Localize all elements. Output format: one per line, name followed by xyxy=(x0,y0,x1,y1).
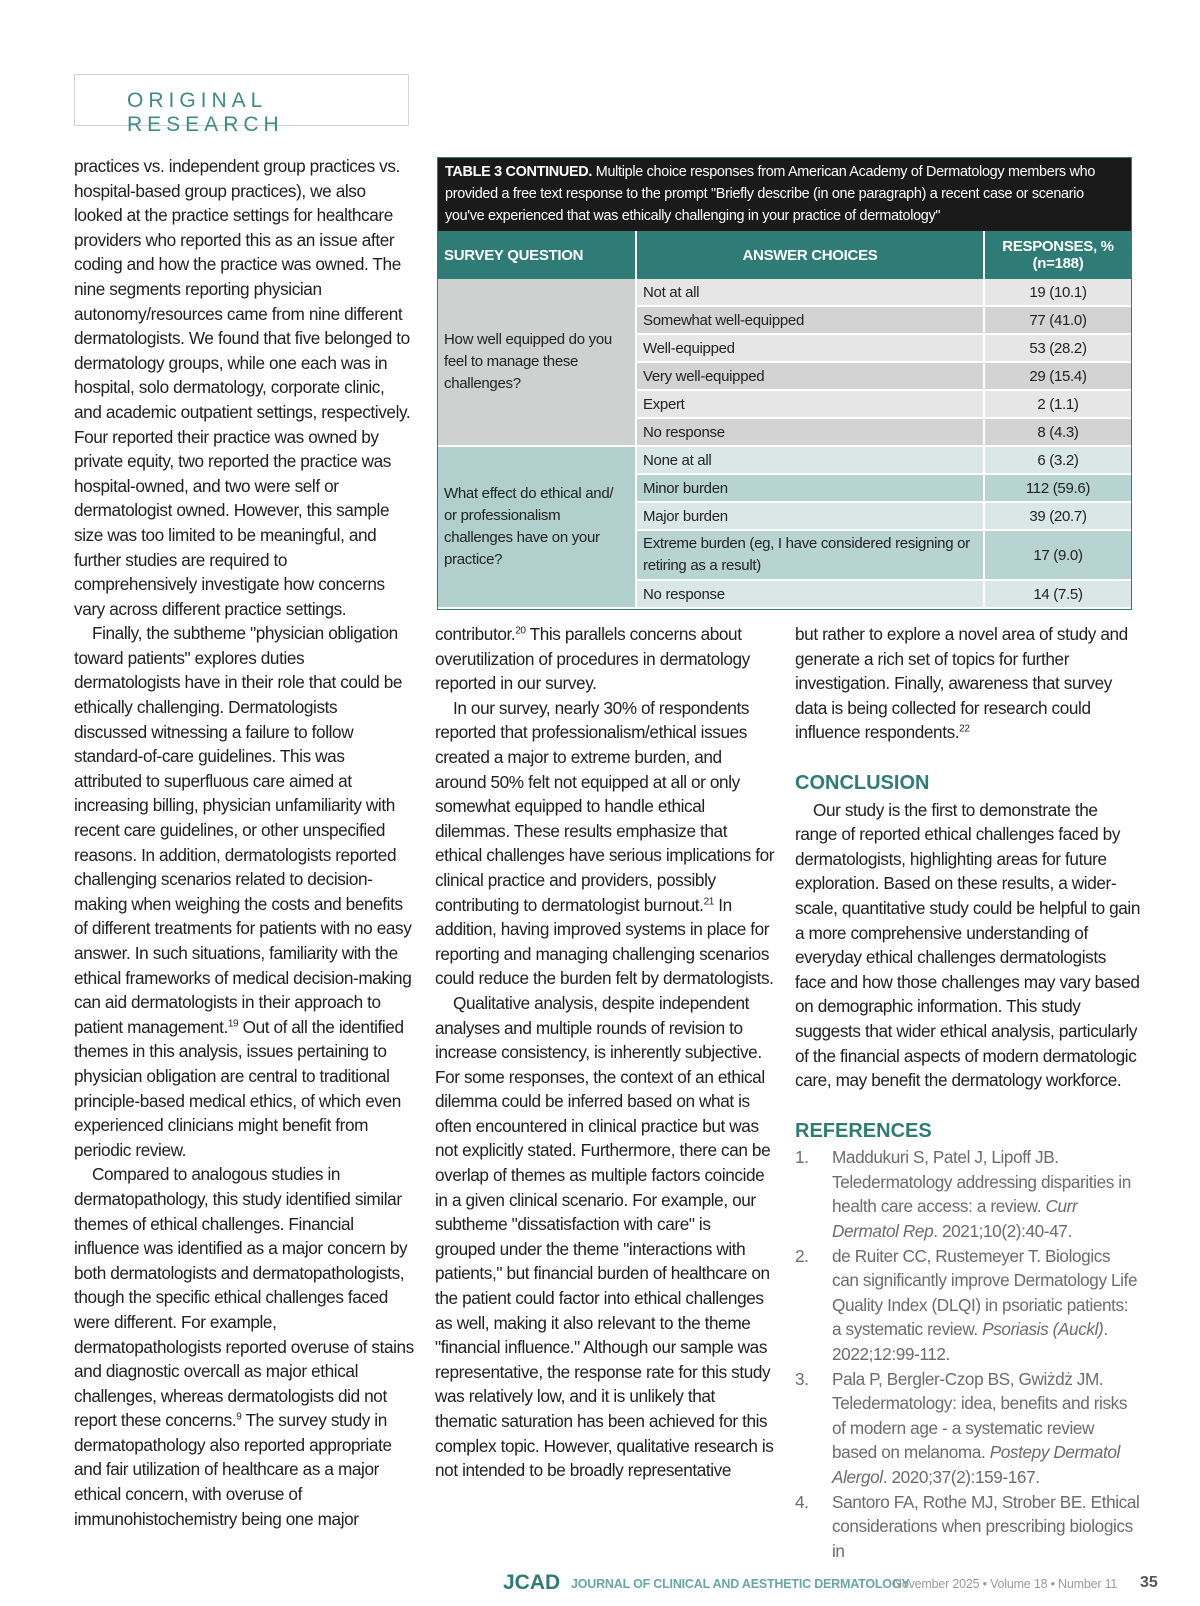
reference-item: 1. Maddukuri S, Patel J, Lipoff JB. Teledermatology addressing disparities in health care access: a review. Curr Dermatol Rep. 2021;10(2):40-47. xyxy=(795,1147,1131,1242)
response-cell: 17 (9.0) xyxy=(984,530,1131,580)
table-header-row xyxy=(438,231,1131,279)
reference-item: 4. Santoro FA, Rothe MJ, Strober BE. Ethical considerations when prescribing biologics in xyxy=(795,1491,1140,1561)
citation: 19 xyxy=(227,1018,239,1030)
answer-cell: No response xyxy=(636,580,984,608)
citation: 9 xyxy=(236,1411,242,1423)
body-column-3 xyxy=(795,622,1140,1563)
citation: 20 xyxy=(515,625,526,637)
table-caption-text: Multiple choice responses from American Academy of Dermatology members who provided a free text response to the prompt "Briefly describe (in one paragraph) a recent case or scenario you've experienced that was ethically challenging in your practice of dermatology" xyxy=(445,164,1096,224)
column-header: ANSWER CHOICES xyxy=(636,231,984,279)
conclusion-paragraph: Our study is the first to demonstrate the range of reported ethical challenges faced by dermatologists, highlighting areas for future exploration. Based on these results, a wider-scale, quantitative study could be helpful to gain a more comprehensive understanding of everyday ethical challenges dermatologists face and how those challenges may vary based on demographic information. This study suggests that wider ethical analysis, particularly of the financial aspects of modern dermatologic care, may benefit the dermatology workforce. xyxy=(795,799,1140,1091)
journal-logo: JCAD xyxy=(503,1571,561,1594)
answer-cell: Not at all xyxy=(636,279,984,306)
paragraph: Compared to analogous studies in dermatopathology, this study identified similar themes of ethical challenges. Financial influence was identified as a major concern by both dermatologists and dermatopathologists, though the specific ethical challenges faced were different. For example, dermatopathologists reported overuse of stains and diagnostic overcall as major ethical challenges, whereas dermatologists did not report these concerns.$^9$ The survey study in dermatopathology also reported appropriate and fair utilization of healthcare as a major ethical concern, with overuse of immunohistochemistry being one major xyxy=(74,1164,414,1529)
references-heading: REFERENCES xyxy=(795,1119,932,1142)
section-label-box xyxy=(74,74,409,136)
response-cell: 77 (41.0) xyxy=(984,306,1131,334)
response-cell: 53 (28.2) xyxy=(984,334,1131,362)
answer-cell: Extreme burden (eg, I have considered resigning or retiring as a result) xyxy=(636,530,984,580)
column-header: RESPONSES, % (n=188) xyxy=(984,231,1131,279)
answer-cell: Somewhat well-equipped xyxy=(636,306,984,334)
paragraph: practices vs. independent group practices vs. hospital-based group practices), we also looked at the practice settings for healthcare providers who reported this as an issue after coding and how the practice was owned. The nine segments reporting physician autonomy/resources came from nine different dermatologists. We found that five belonged to dermatology groups, while one each was in hospital, solo dermatology, corporate clinic, and academic outpatient settings, respectively. Four reported their practice was owned by private equity, two reported the practice was hospital-owned, and two were self or dermatologist owned. However, this sample size was too limited to be meaningful, and further studies are required to comprehensively investigate how concerns vary across different practice settings. xyxy=(74,156,411,619)
column-header: SURVEY QUESTION xyxy=(438,231,636,279)
table-row xyxy=(438,446,1131,474)
question-cell: What effect do ethical and/ or professionalism challenges have on your practice? xyxy=(438,446,636,608)
paragraph: but rather to explore a novel area of study and generate a rich set of topics for further investigation. Finally, awareness that survey data is being collected for research could influence respondents.$^{22}$ xyxy=(795,624,1128,743)
reference-item: 3. Pala P, Bergler-Czop BS, Gwiżdż JM. Teledermatology: idea, benefits and risks of modern age - a systematic review based on melanoma. Postepy Dermatol Alergol. 2020;37(2):159-167. xyxy=(795,1368,1128,1487)
reference-list xyxy=(795,1145,1140,1563)
conclusion-heading: CONCLUSION xyxy=(795,771,930,794)
table-row xyxy=(438,279,1131,306)
response-cell: 8 (4.3) xyxy=(984,418,1131,446)
page-footer xyxy=(503,1573,1163,1603)
paragraph: In our survey, nearly 30% of respondents reported that professionalism/ethical issues created a major to extreme burden, and around 50% felt not equipped at all or only somewhat equipped to handle ethical dilemmas. These results emphasize that ethical challenges have serious implications for clinical practice and providers, possibly contributing to dermatologist burnout.$^{21}$ In addition, having improved systems in place for reporting and managing challenging scenarios could reduce the burden felt by dermatologists. xyxy=(435,697,775,989)
answer-cell: Minor burden xyxy=(636,474,984,502)
response-cell: 2 (1.1) xyxy=(984,390,1131,418)
table-caption-label: TABLE 3 CONTINUED. xyxy=(445,164,593,180)
citation: 21 xyxy=(703,895,714,907)
answer-cell: Major burden xyxy=(636,502,984,530)
response-cell: 6 (3.2) xyxy=(984,446,1131,474)
table-3 xyxy=(437,157,1132,610)
response-cell: 39 (20.7) xyxy=(984,502,1131,530)
question-cell: How well equipped do you feel to manage these challenges? xyxy=(438,279,636,446)
response-cell: 14 (7.5) xyxy=(984,580,1131,608)
reference-item: 2. de Ruiter CC, Rustemeyer T. Biologics can significantly improve Dermatology Life Quality Index (DLQI) in psoriatic patients: a systematic review. Psoriasis (Auckl). 2022;12:99-112. xyxy=(795,1245,1138,1365)
response-cell: 19 (10.1) xyxy=(984,279,1131,306)
section-label: ORIGINAL RESEARCH xyxy=(127,89,284,136)
table-caption xyxy=(438,158,1131,231)
answer-cell: Very well-equipped xyxy=(636,362,984,390)
paragraph: contributor.$^{20}$ This parallels concerns about overutilization of procedures in dermatology reported in our survey. xyxy=(435,624,750,694)
answer-cell: Expert xyxy=(636,390,984,418)
answer-cell: No response xyxy=(636,418,984,446)
body-column-2 xyxy=(435,622,775,1483)
issue-info: November 2025 • Volume 18 • Number 11 xyxy=(893,1577,1118,1591)
paragraph: Finally, the subtheme "physician obligation toward patients" explores duties dermatologists have in their role that could be ethically challenging. Dermatologists discussed witnessing a failure to follow standard-of-care guidelines. This was attributed to superfluous care aimed at increasing billing, physician unfamiliarity with recent care guidelines, or other unspecified reasons. In addition, dermatologists reported challenging scenarios related to decision-making when weighing the costs and benefits of different treatments for patients with no easy answer. In such situations, familiarity with the ethical frameworks of medical decision-making can aid dermatologists in their approach to patient management.$^{19}$ Out of all the identified themes in this analysis, issues pertaining to physician obligation are central to traditional principle-based medical ethics, of which even experienced clinicians might benefit from periodic review. xyxy=(74,623,412,1160)
body-column-1 xyxy=(74,154,414,1531)
citation: 22 xyxy=(959,723,970,735)
journal-name: JOURNAL OF CLINICAL AND AESTHETIC DERMATOLOGY xyxy=(571,1577,910,1591)
answer-cell: None at all xyxy=(636,446,984,474)
response-cell: 29 (15.4) xyxy=(984,362,1131,390)
response-cell: 112 (59.6) xyxy=(984,474,1131,502)
page-number: 35 xyxy=(1140,1574,1158,1591)
answer-cell: Well-equipped xyxy=(636,334,984,362)
data-table xyxy=(438,231,1131,609)
paragraph: Qualitative analysis, despite independent analyses and multiple rounds of revision to increase consistency, is inherently subjective. For some responses, the context of an ethical dilemma could be inferred based on what is often encountered in clinical practice but was not explicitly stated. Furthermore, there can be overlap of themes as multiple factors coincide in a given clinical scenario. For example, our subtheme "dissatisfaction with care" is grouped under the theme "interactions with patients," but financial burden of healthcare on the patient could factor into ethical challenges as well, making it also relevant to the theme "financial influence." Although our sample was representative, the response rate for this study was relatively low, and it is unlikely that thematic saturation has been achieved for this complex topic. However, qualitative research is not intended to be broadly representative xyxy=(435,992,774,1481)
